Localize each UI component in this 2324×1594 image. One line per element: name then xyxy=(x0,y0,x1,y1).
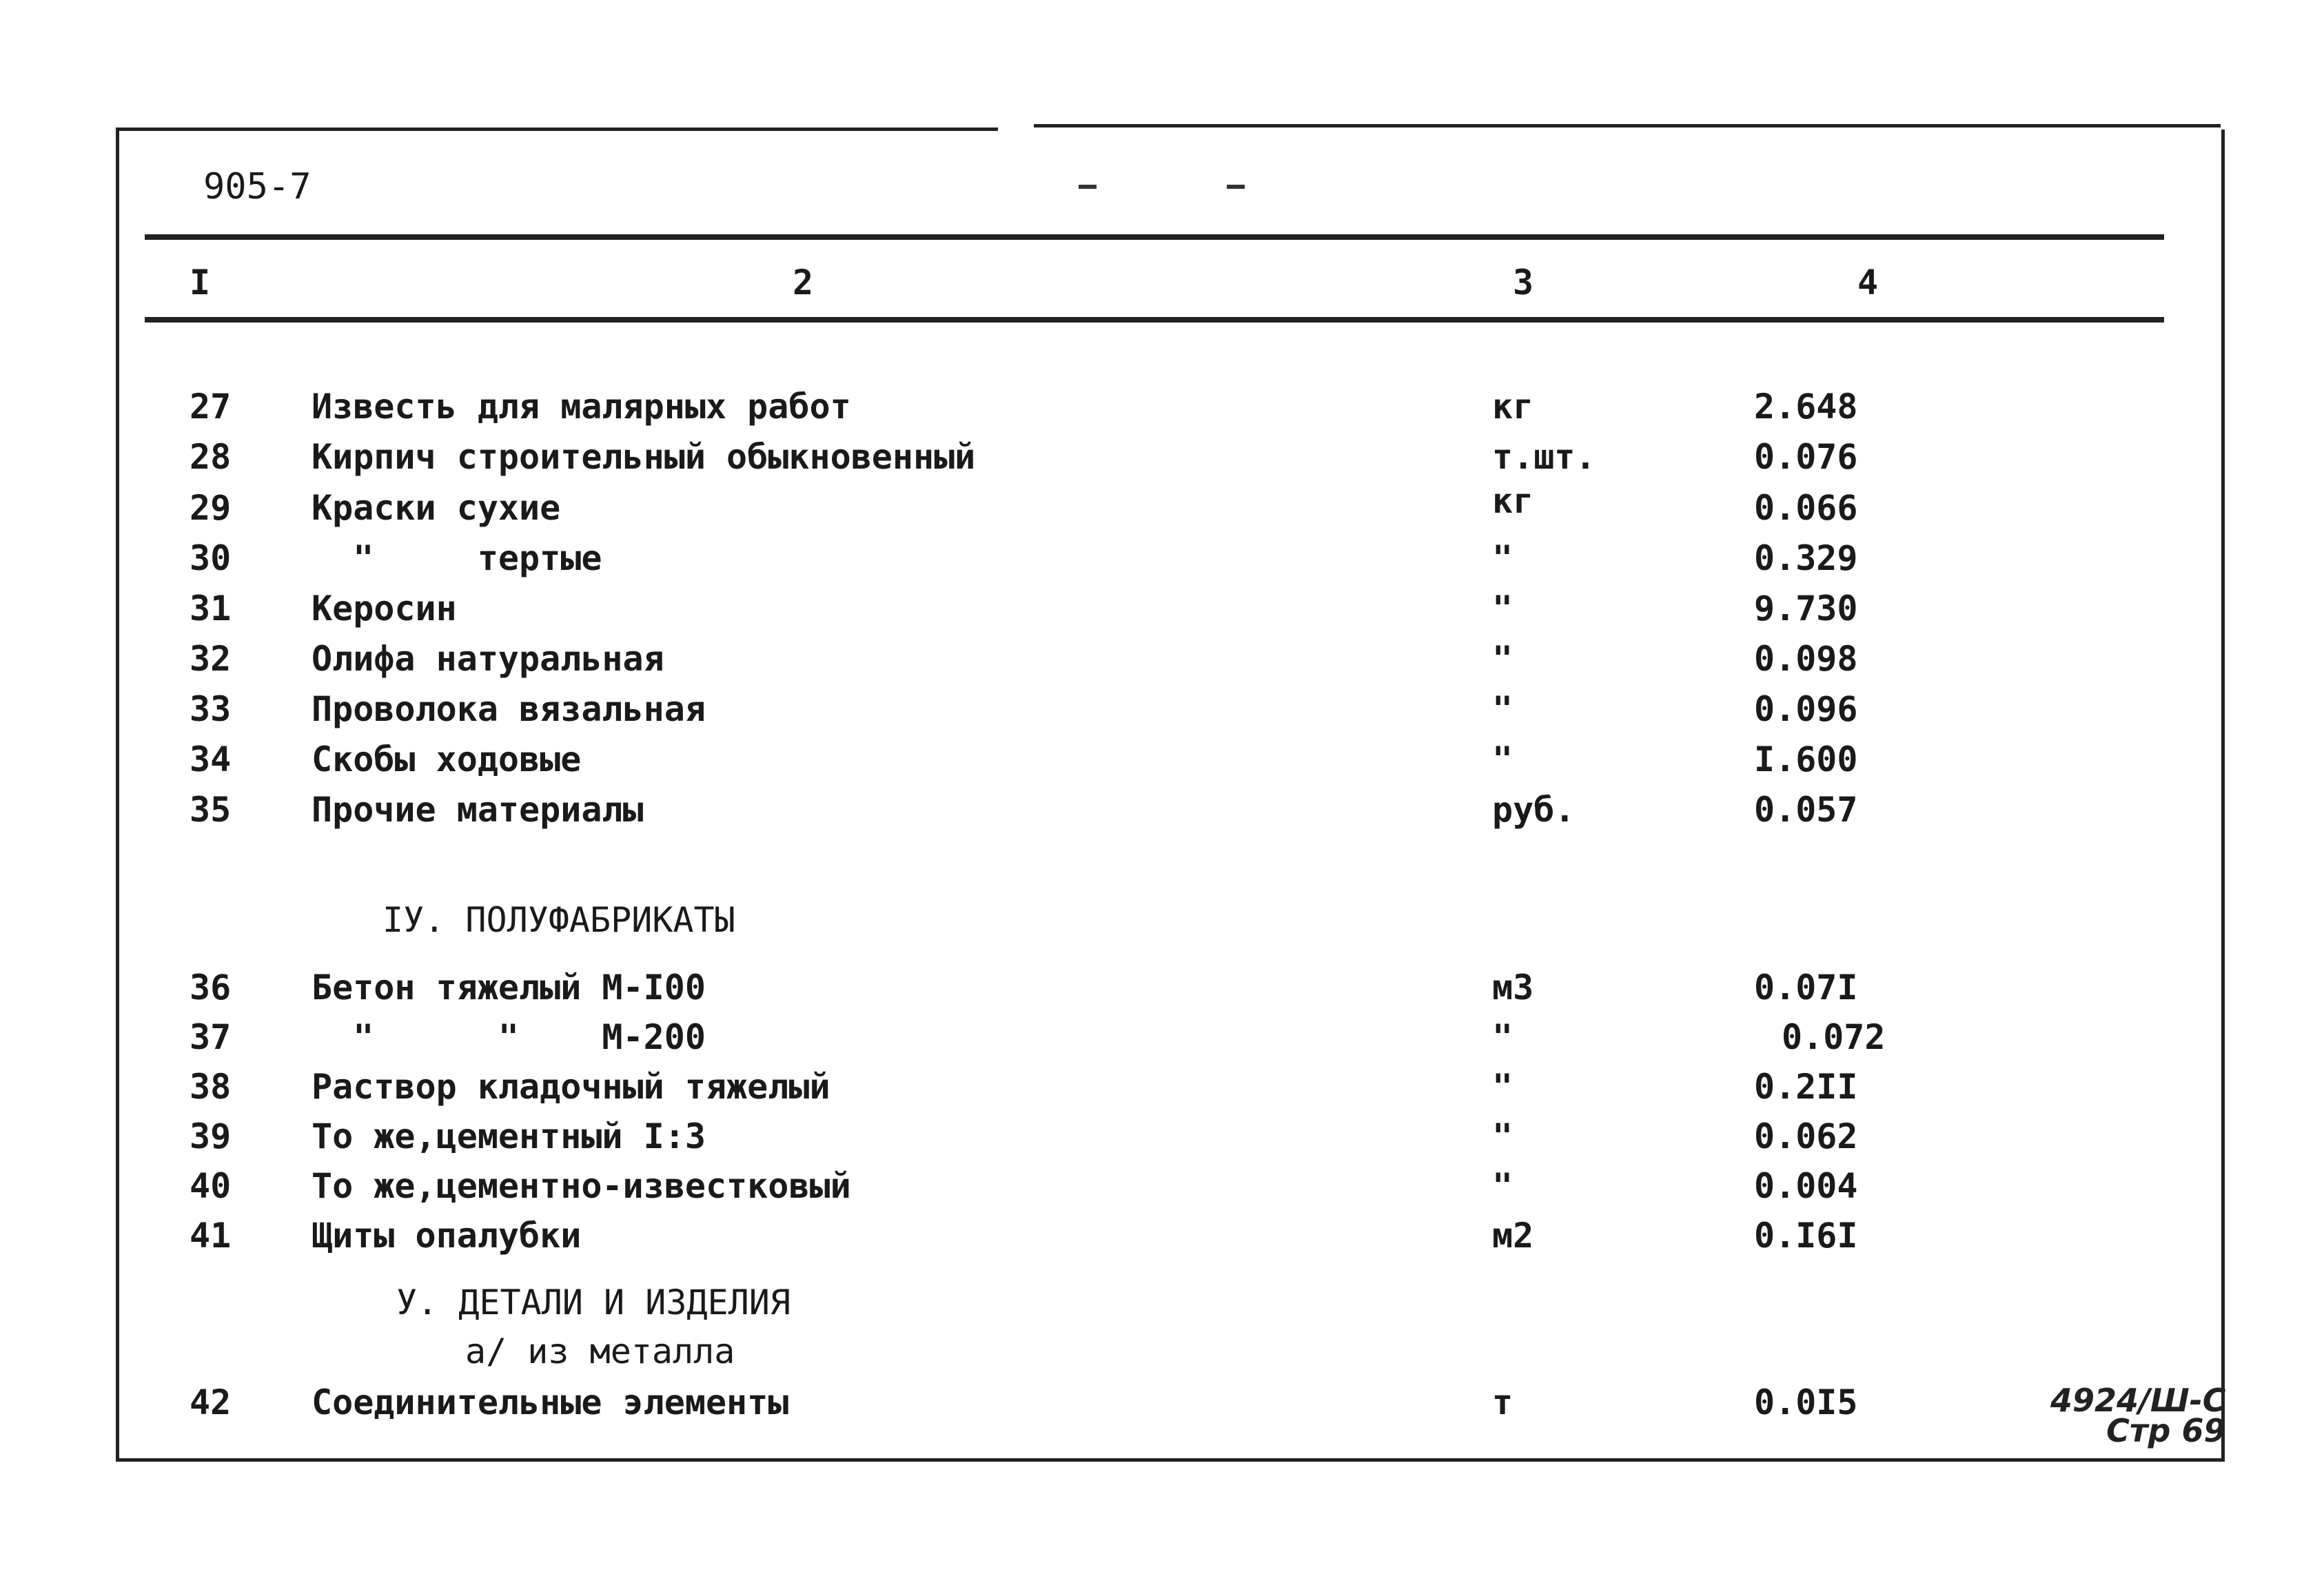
table-row xyxy=(0,1218,2324,1260)
table-row xyxy=(0,970,2324,1012)
section-subtitle-metal: а/ из металла xyxy=(465,1331,735,1371)
row-number: 27 xyxy=(190,387,232,427)
row-value: 0.2II xyxy=(1754,1067,1858,1107)
row-unit: " xyxy=(1492,589,1513,629)
row-number: 29 xyxy=(190,488,232,528)
table-row xyxy=(0,389,2324,431)
row-value: 0.0I5 xyxy=(1754,1382,1858,1422)
column-header-1: I xyxy=(190,263,211,303)
header-rule-top xyxy=(145,234,2164,240)
row-name: Щиты опалубки xyxy=(312,1216,582,1256)
row-unit: " xyxy=(1492,1116,1513,1156)
table-row xyxy=(0,481,2324,532)
row-value: 0.004 xyxy=(1754,1166,1858,1206)
stamp-code: 4924/Ш-С xyxy=(2050,1382,2226,1419)
column-header-4: 4 xyxy=(1857,263,1879,303)
row-unit: " xyxy=(1492,1017,1513,1057)
row-unit: " xyxy=(1492,1067,1513,1107)
row-name: Олифа натуральная xyxy=(312,639,664,679)
row-name: " тертые xyxy=(312,538,602,578)
header-dash xyxy=(1227,185,1245,189)
row-name: Прочие материалы xyxy=(312,790,644,830)
row-value: 0.07I xyxy=(1754,968,1858,1008)
row-number: 32 xyxy=(190,639,232,679)
table-row xyxy=(0,639,2324,683)
table-row xyxy=(0,1116,2324,1161)
document-number: 905-7 xyxy=(203,166,312,207)
row-name: Бетон тяжелый М-I00 xyxy=(312,968,706,1008)
row-name: Проволока вязальная xyxy=(312,689,706,729)
row-value: 0.096 xyxy=(1754,689,1858,729)
row-value: 2.648 xyxy=(1754,387,1858,427)
row-unit: " xyxy=(1492,639,1513,679)
table-row xyxy=(0,689,2324,733)
row-number: 30 xyxy=(190,538,232,578)
row-number: 40 xyxy=(190,1166,232,1206)
row-name: Скобы ходовые xyxy=(312,739,582,779)
row-number: 42 xyxy=(190,1382,232,1422)
row-value: 0.I6I xyxy=(1754,1216,1858,1256)
stamp-page: Стр 69 xyxy=(2106,1412,2226,1449)
row-name: То же,цементный I:3 xyxy=(312,1116,706,1156)
row-number: 31 xyxy=(190,589,232,629)
row-value: 0.072 xyxy=(1782,1017,1886,1057)
row-unit: " xyxy=(1492,1166,1513,1206)
table-row xyxy=(0,1382,2324,1427)
row-number: 39 xyxy=(190,1116,232,1156)
row-unit: м3 xyxy=(1492,968,1534,1008)
row-value: 0.057 xyxy=(1754,790,1858,830)
row-name: Керосин xyxy=(312,589,457,629)
row-value: 9.730 xyxy=(1754,589,1858,629)
table-row xyxy=(0,591,2324,633)
table-row xyxy=(0,1067,2324,1111)
frame-top-line-right xyxy=(1034,124,2221,127)
row-number: 33 xyxy=(190,689,232,729)
row-value: 0.098 xyxy=(1754,639,1858,679)
row-unit: " xyxy=(1492,538,1513,578)
page-stamp xyxy=(2050,1382,2226,1449)
row-value: 0.076 xyxy=(1754,437,1858,477)
row-value: 0.062 xyxy=(1754,1116,1858,1156)
row-value: 0.066 xyxy=(1754,488,1858,528)
row-number: 41 xyxy=(190,1216,232,1256)
row-number: 34 xyxy=(190,739,232,779)
row-value: 0.329 xyxy=(1754,538,1858,578)
table-row xyxy=(0,739,2324,784)
table-row xyxy=(0,1017,2324,1061)
row-number: 28 xyxy=(190,437,232,477)
row-name: Соединительные элементы xyxy=(312,1382,789,1422)
column-header-2: 2 xyxy=(793,263,814,303)
row-unit: м2 xyxy=(1492,1216,1534,1256)
row-unit: т xyxy=(1492,1382,1513,1422)
header-rule-bottom xyxy=(145,317,2164,323)
row-unit: " xyxy=(1492,739,1513,779)
table-row xyxy=(0,437,2324,481)
row-unit: т.шт. xyxy=(1492,437,1596,477)
row-name: Краски сухие xyxy=(312,488,561,528)
row-name: " " М-200 xyxy=(312,1017,706,1057)
row-unit: кг xyxy=(1492,481,1534,521)
table-row xyxy=(0,538,2324,582)
row-unit: кг xyxy=(1492,387,1534,427)
row-number: 38 xyxy=(190,1067,232,1107)
column-header-3: 3 xyxy=(1513,263,1534,303)
row-unit: руб. xyxy=(1492,790,1576,830)
table-row xyxy=(0,790,2324,834)
row-name: То же,цементно-известковый xyxy=(312,1166,851,1206)
row-number: 35 xyxy=(190,790,232,830)
row-unit: " xyxy=(1492,689,1513,729)
row-number: 36 xyxy=(190,968,232,1008)
row-number: 37 xyxy=(190,1017,232,1057)
section-title-parts: У. ДЕТАЛИ И ИЗДЕЛИЯ xyxy=(396,1283,791,1322)
row-name: Раствор кладочный тяжелый xyxy=(312,1067,830,1107)
row-value: I.600 xyxy=(1754,739,1858,779)
row-name: Кирпич строительный обыкновенный xyxy=(312,437,976,477)
row-name: Известь для малярных работ xyxy=(312,387,851,427)
section-title-semi-finished: IУ. ПОЛУФАБРИКАТЫ xyxy=(383,900,735,940)
table-row xyxy=(0,1166,2324,1210)
header-dash xyxy=(1079,185,1097,189)
